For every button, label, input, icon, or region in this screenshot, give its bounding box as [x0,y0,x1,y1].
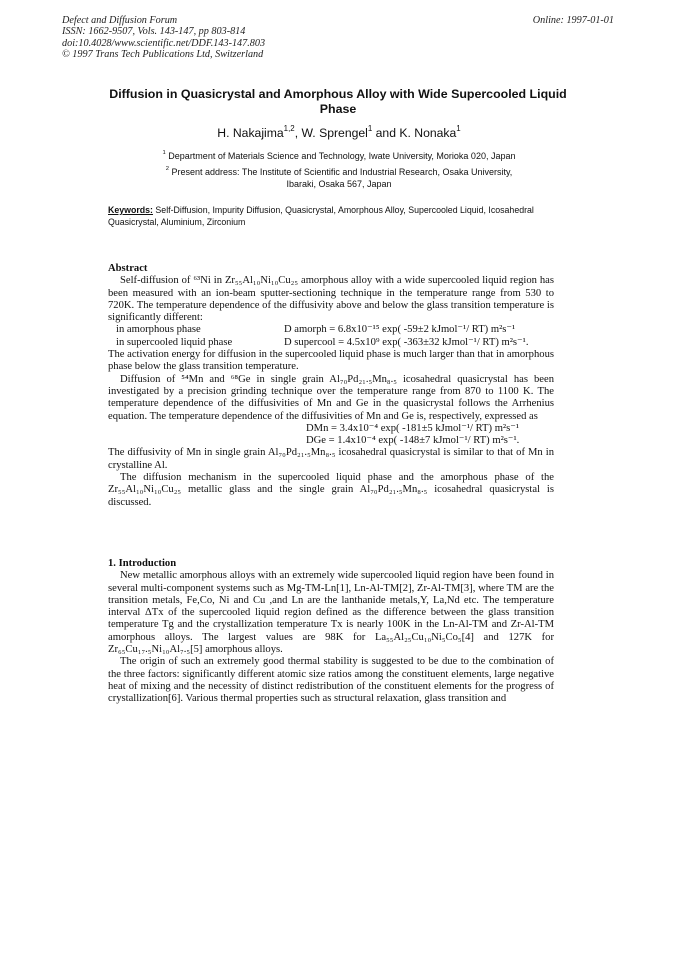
author-affiliation-mark: 1 [367,124,373,134]
journal-header [62,15,265,60]
affiliation-text: Present address: The Institute of Scientific and Industrial Research, Osaka University, [171,167,513,177]
doi-line: doi:10.4028/www.scientific.net/DDF.143-147.803 [62,37,266,49]
abstract-paragraph: Diffusion of ⁵⁴Mn and ⁶⁸Ge in single grain Al₇₀Pd₂₁.₅Mn₈.₅ icosahedral quasicrystal has been investigated by a precision grinding technique over the temperature range from 870 to 1100 K. The temperature dependence of the diffusivities of Mn and Ge in the quasicrystal follows the Arrhenius equation. The temperature dependence of the diffusivities of Mn and Ge is, respectively, expressed as [108,373,554,422]
affiliation-text: Department of Materials Science and Technology, Iwate University, Morioka 020, Japan [168,151,516,161]
equation-label: in supercooled liquid phase [116,336,233,348]
equation: DGe = 1.4x10⁻⁴ exp( -148±7 kJmol⁻¹/ RT) m²s⁻¹. [306,435,520,447]
equation: DMn = 3.4x10⁻⁴ exp( -181±5 kJmol⁻¹/ RT) m²s⁻¹ [306,422,519,434]
author-name: H. Nakajima [217,126,284,140]
affiliation-2 [0,166,678,190]
abstract-paragraph: Self-diffusion of ⁶³Ni in Zr₅₅Al₁₀Ni₁₀Cu₂₅ amorphous alloy with a wide supercooled liquid region has been measured with an ion-beam sputter-sectioning technique in the temperature range from 530 to 720K. The temperature dependence of the diffusivity above and below the glass transition temperature is significantly different: [108,275,554,324]
abstract-paragraph: The diffusion mechanism in the supercooled liquid phase and the amorphous phase of the Zr₅₅Al₁₀Ni₁₀Cu₂₅ metallic glass and the single grain Al₇₀Pd₂₁.₅Mn₈.₅ icosahedral quasicrystal is discussed. [108,472,554,508]
affiliation-1 [0,150,678,162]
issn-line: ISSN: 1662-9507, Vols. 143-147, pp 803-814 [62,26,246,38]
equation-line [108,337,554,349]
equation-label: in amorphous phase [116,324,201,336]
online-date: Online: 1997-01-01 [532,15,614,26]
author-line [0,126,678,140]
keywords-text: Self-Diffusion, Impurity Diffusion, Quasicrystal, Amorphous Alloy, Supercooled Liquid, Icosahedral Quasicrystal, Aluminium, Zirconium [108,205,534,227]
author-name: K. Nonaka [399,126,457,140]
body-paragraph: The origin of such an extremely good thermal stability is suggested to be due to the combination of the three factors: significantly different atomic size ratios among the constituent elements, large negative heat of mixing and the necessity of distinct redistribution of the constituent elements for the progress of crystallization[6]. Various thermal properties such as structural relaxation, glass transition and [108,656,554,705]
keywords-label: Keywords: [108,205,153,215]
equation: D supercool = 4.5x10⁹ exp( -363±32 kJmol⁻¹/ RT) m²s⁻¹. [284,336,529,348]
abstract-section [108,263,554,509]
section-heading: 1. Introduction [108,558,177,569]
paper-title: Diffusion in Quasicrystal and Amorphous Alloy with Wide Supercooled Liquid Phase [109,87,567,116]
abstract-paragraph: The diffusivity of Mn in single grain Al₇₀Pd₂₁.₅Mn₈.₅ icosahedral quasicrystal is similar to that of Mn in crystalline Al. [108,447,554,471]
abstract-heading: Abstract [108,263,148,274]
affiliation-number: 2 [165,166,169,173]
author-affiliation-mark: 1 [456,124,461,134]
author-affiliation-mark: 1,2 [283,124,295,134]
abstract-paragraph: The activation energy for diffusion in the supercooled liquid phase is much larger than that in amorphous phase below the glass transition temperature. [108,349,554,373]
author-name: W. Sprengel [301,126,368,140]
copyright-line: © 1997 Trans Tech Publications Ltd, Switzerland [62,48,264,60]
equation-line [108,324,554,336]
author-separator: and [372,126,400,140]
introduction-section [108,558,554,706]
keywords [108,205,556,228]
journal-name: Defect and Diffusion Forum [62,15,178,26]
affiliation-text: Ibaraki, Osaka 567, Japan [286,179,392,189]
body-paragraph: New metallic amorphous alloys with an extremely wide supercooled liquid region have been found in several multi-component systems such as Mg-TM-Ln[1], Ln-Al-TM[2], Zr-Al-TM[3], where TM are the transition metals, Fe,Co, Ni and Cu ,and Ln are the lanthanide metals,Y, La,Nd etc. The temperature interval ΔTx of the supercooled liquid region defined as the difference between the glass transition temperature Tg and the crystallization temperature Tx is nearly 100K in the Ln-Al-TM and Zr-Al-TM amorphous alloys. The largest values are 98K for La₅₅Al₂₅Cu₁₀Ni₅Co₅[4] and 127K for Zr₆₅Cu₁₇.₅Ni₁₀Al₇.₅[5] amorphous alloys. [108,570,554,656]
author-separator: , [294,126,302,140]
affiliation-number: 1 [162,150,166,157]
equation: D amorph = 6.8x10⁻¹⁵ exp( -59±2 kJmol⁻¹/ RT) m²s⁻¹ [284,324,516,336]
